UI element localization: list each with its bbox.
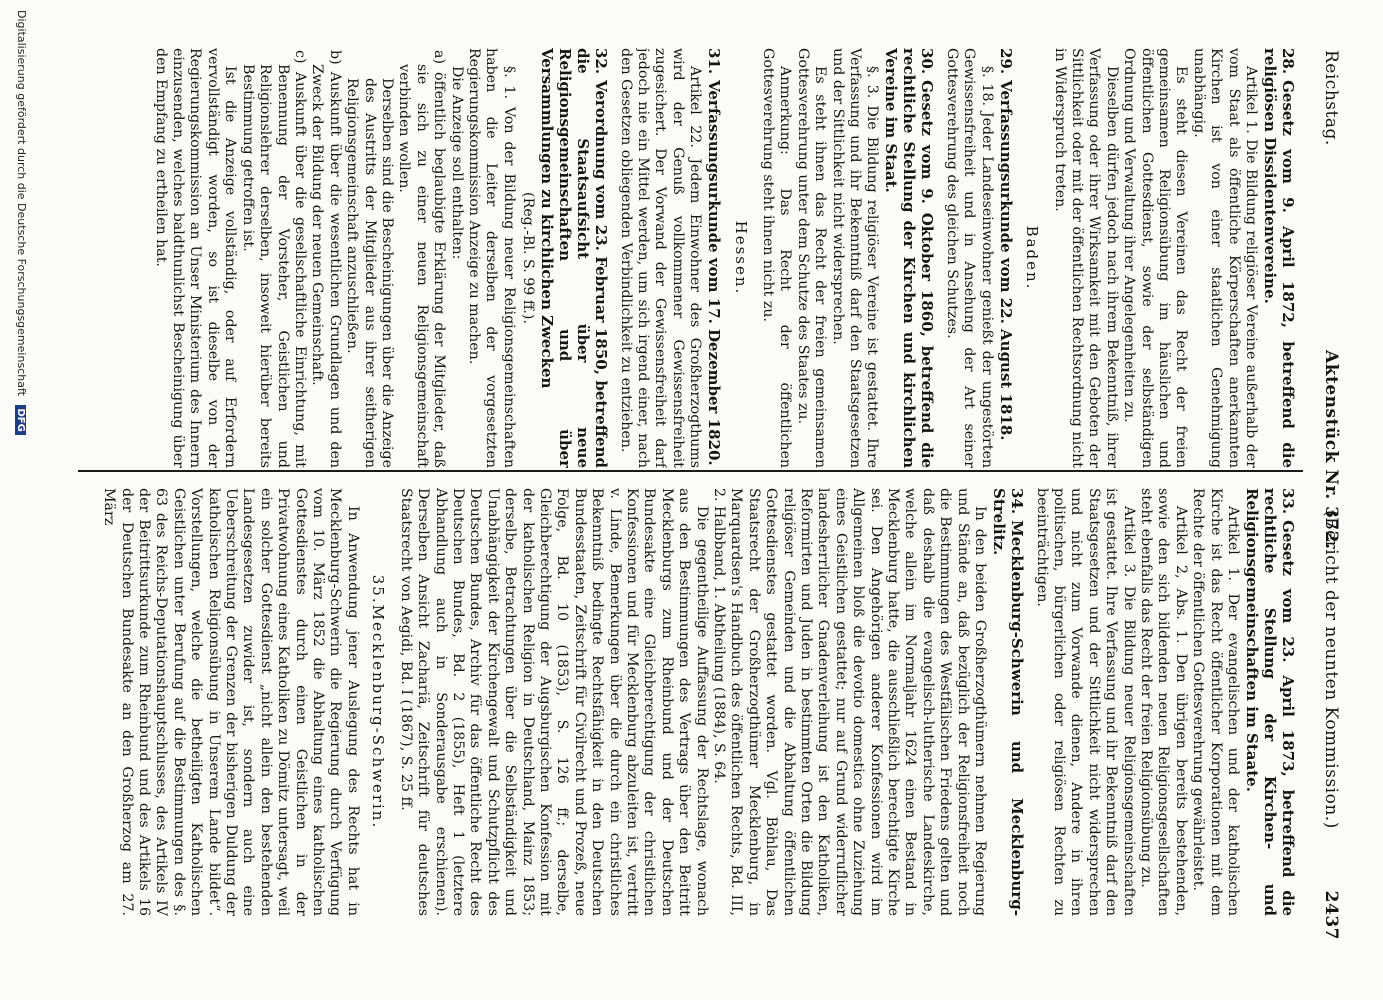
section-30-title: Gesetz vom 9. Oktober 1860, betreffend die rechtliche Stellung der Kirchen und kirchlichen Vereine im Staat. (882, 48, 937, 468)
section-32-paragraph-2: Die Anzeige soll enthalten: (448, 66, 465, 260)
page-number: 2437 (1321, 890, 1341, 940)
page-header (1313, 50, 1341, 940)
left-column (63, 48, 1303, 468)
section-29-paragraph-1: §. 18. Jeder Landeseinwohner genießt der ungestörten Gewissensfreiheit und in Ansehung der Art seiner Gottesverehrung des gleichen Schutzes. (943, 48, 995, 468)
heading-hessen: Hessen. (731, 220, 750, 296)
section-32-heading (538, 48, 610, 468)
section-28-number: 28. (1279, 48, 1297, 75)
section-28-paragraph-1: Artikel 1. Die Bildung religiöser Vereine außerhalb der vom Staat als öffentliche Körperschaften anerkannten Kirchen ist von einer staatlichen Genehmigung unabhängig. (1190, 48, 1259, 468)
section-35-paragraph-1: In Anwendung jener Auslegung des Rechts hat in Mecklenburg-Schwerin die Regierung durch Verfügung vom 10. März 1852 die Abhaltung eines katholischen Gottesdienstes durch einen Geistlichen in der Privatwohnung eines Katholiken zu Dömitz untersagt, weil ein solcher Gottesdienst „nicht allein den bestehenden Landesgesetzen zuwider ist, sondern auch eine Ueberschreitung der Grenzen der bisherigen Duldung der katholischen Religionsübung in Unserem Lande bildet“. Vorstellungen, welche die betheiligten Katholischen Geistlichen unter Berufung auf die Bestimmungen des §. 63 des Reichs-Deputationshauptschlusses, des Artikels IV der Beitrittsurkunde zum Rheinbund und des Artikels 16 der Deutschen Bundesakte an den Großherzog am 27. März (101, 488, 361, 916)
section-32-paragraph-3: Ist die Anzeige vollständig, oder auf Erfordern vervollständigt worden, so ist dieselbe von der Regierungskommission an Unser Ministerium des Innern einzusenden, welches baldthunlichst Bescheinigung über den Empfang zu ertheilen hat. (152, 48, 239, 468)
section-32-item-a: a) öffentlich beglaubigte Erklärung der Mitglieder, daß sie sich zu einer neuen Religionsgemeinschaft verbinden wollen. (396, 50, 448, 468)
section-34-number: 34. (1008, 488, 1027, 515)
section-32-item-c: c) Auskunft über die gesellschaftliche Einrichtung, mit Benennung der Vorsteher, Geistlichen und Religionslehrer derselben, insoweit hierüber bereits Bestimmung getroffen ist. (239, 50, 308, 468)
section-31-title: Verfassungsurkunde vom 17. Dezember 1820. (705, 80, 724, 466)
section-32-paragraph-1: §. 1. Von der Bildung neuer Religionsgemeinschaften haben die Leiter derselben der vorgesetzten Regierungskommission Anzeige zu machen. (466, 48, 517, 468)
section-31-paragraph-1: Artikel 22. Jedem Einwohner des Großherzogthums wird der Genuß vollkommener Gewissensfreiheit zugesichert. Der Vorwand der Gewissensfreiheit darf jedoch nie ein Mittel werden, um sich irgend einer, nach den Gesetzen obliegenden Verbindlichkeit zu entziehen. (617, 48, 704, 468)
section-31-number: 31. (705, 48, 724, 75)
section-30-paragraph-3: Anmerkung: Das Recht der öffentlichen Gottesverehrung steht ihnen nicht zu. (760, 48, 794, 468)
section-33-paragraph-2: Artikel 2, Abs. 1. Den übrigen bereits bestehenden, sowie den sich bildenden neuen Religionsgesellschaften steht ebenfalls das Recht der freien Religionsübung zu. (1137, 488, 1189, 916)
section-28-paragraph-2: Es steht diesen Vereinen das Recht der freien gemeinsamen Religionsübung im häuslichen und öffentlichen Gottesdienst, sowie der selbständigen Ordnung und Verwaltung ihrer Angelegenheiten zu. (1121, 48, 1190, 468)
section-29-heading (997, 48, 1015, 468)
section-35-number: 35. (369, 574, 388, 605)
section-31-heading (705, 48, 723, 468)
section-34-title: Mecklenburg-Schwerin und Mecklenburg-Strelitz. (990, 488, 1027, 916)
section-33-paragraph-3: Artikel 3. Die Bildung neuer Religionsgemeinschaften ist gestattet. Ihre Verfassung und ihr Bekenntniß darf den Staatsgesetzen und der Sittlichkeit nicht widersprechen und nicht zum Vorwande dienen, Andere in ihren politischen, bürgerlichen oder religiösen Rechten zu beeinträchtigen. (1033, 488, 1137, 916)
section-30-paragraph-1: §. 3. Die Bildung religiöser Vereine ist gestattet. Ihre Verfassung und ihr Bekenntniß darf den Staatsgesetzen und der Sittlichkeit nicht widersprechen. (829, 48, 881, 468)
section-33-heading (1243, 488, 1297, 916)
section-35-heading (369, 488, 386, 916)
section-29-title: Verfassungsurkunde vom 22. August 1818. (996, 80, 1015, 441)
digitization-footer (8, 10, 28, 990)
footer-text: Digitalisierung gefördert durch die Deutsche Forschungsgemeinschaft (15, 10, 28, 396)
header-left: Reichstag. (1321, 50, 1341, 146)
header-center: Aktenstück Nr. 372. (1321, 350, 1341, 550)
section-35-title: Mecklenburg-Schwerin. (369, 604, 388, 830)
section-28-title: Gesetz vom 9. April 1872, betreffend die religiösen Dissidentenvereine. (1261, 48, 1297, 468)
section-32-item-b: b) Auskunft über die wesentlichen Grundlagen und den Zweck der Bildung der neuen Gemeinschaft. (309, 50, 343, 468)
section-33-paragraph-1: Artikel 1. Der evangelischen und der katholischen Kirche ist das Recht öffentlicher Korporationen mit dem Rechte der öffentlichen Gottesverehrung gewährleistet. (1190, 488, 1241, 916)
right-column (63, 488, 1303, 916)
section-34-paragraph-2: Die gegentheilige Auffassung der Rechtslage, wonach aus den Bestimmungen des Vertrags über den Beitritt Mecklenburgs zum Rheinbund und der Deutschen Bundesakte eine Gleichberechtigung der christlichen Konfessionen und für Mecklenburg abzuleiten ist, vertritt v. Linde, Bemerkungen über die durch ein christliches Bekenntniß bedingte Rechtsfähigkeit in den Deutschen Bundesstaaten, Zeitschrift für Civilrecht und Prozeß, neue Folge, Bd. 10 (1853), S. 126 ff.; derselbe, Gleichberechtigung der Augsburgischen Konfession mit der katholischen Religion in Deutschland, Mainz 1853; derselbe, Betrachtungen über die Selbständigkeit und Unabhängigkeit der Kirchengewalt und Schutzpflicht des Deutschen Bundes, Archiv für das öffentliche Recht des Deutschen Bundes, Bd. 2 (1855), Heft 1 (letztere Abhandlung auch in Sonderausgabe erschienen). Derselben Ansicht Zachariä, Zeitschrift für deutsches Staatsrecht von Aegidi, Bd. I (1867), S. 25 ff. (397, 488, 710, 916)
section-33-number: 33. (1279, 488, 1297, 515)
heading-baden: Baden. (1023, 225, 1042, 291)
dfg-logo: DFG (16, 405, 27, 434)
column-divider (78, 470, 1303, 472)
section-29-number: 29. (996, 48, 1015, 75)
section-32-number: 32. (592, 48, 611, 75)
section-30-paragraph-2: Es steht ihnen das Recht der freien gemeinsamen Gottesverehrung unter dem Schutze des Staates zu. (794, 48, 829, 468)
section-32-title: Verordnung vom 23. Februar 1850, betreffend die Staatsaufsicht über neue Religionsgemeinschaften und über Versammlungen zu kirchlichen Zwecken (538, 48, 611, 468)
section-34-heading (990, 488, 1026, 916)
header-right: (Bericht der neunten Kommission.) (1321, 510, 1341, 829)
section-28-paragraph-3: Dieselben dürfen jedoch nach ihrem Bekenntniß, ihrer Verfassung oder ihrer Wirksamkeit mit den Geboten der Sittlichkeit oder mit der öffentlichen Rechtsordnung nicht in Widerspruch treten. (1051, 48, 1120, 468)
section-30-heading (883, 48, 937, 468)
section-32-citation: (Reg.-Bl. S. 99 ff.). (520, 192, 537, 324)
section-34-paragraph-1: In den beiden Großherzogthümern nehmen Regierung und Stände an, daß bezüglich der Religionsfreiheit noch die Bestimmungen des Westfälischen Friedens gelten und daß deshalb die evangelisch-lutherische Landeskirche, welche allein im Normaljahr 1624 einen Bestand in Mecklenburg hatte, die ausschließlich berechtigte Kirche sei. Den Angehörigen anderer Konfessionen wird im Allgemeinen bloß die devotio domestica ohne Zuziehung eines Geistlichen gestattet; nur auf Grund widerruflicher landesherrlicher Gnadenverleihung ist den Katholiken, Reformirten und Juden in bestimmten Orten die Bildung religiöser Gemeinden und die Abhaltung öffentlichen Gottesdienstes gestattet worden. Vgl. Böhlau, Das Staatsrecht der Großherzogthümer Mecklenburg, in Marquardsen's Handbuch des öffentlichen Rechts, Bd. III, 2. Halbband, 1. Abtheilung (1884), S. 64. (711, 488, 989, 916)
section-33-title: Gesetz vom 23. April 1873, betreffend die rechtliche Stellung der Kirchen- und Religionsgemeinschaften im Staate. (1243, 488, 1297, 916)
section-30-number: 30. (918, 48, 937, 75)
section-28-heading (1261, 48, 1297, 468)
section-32-item-a-note: Derselben sind die Bescheinigungen über die Anzeige des Austritts der Mitglieder aus ihrer seitherigen Religionsgemeinschaft anzuschließen. (344, 78, 395, 468)
